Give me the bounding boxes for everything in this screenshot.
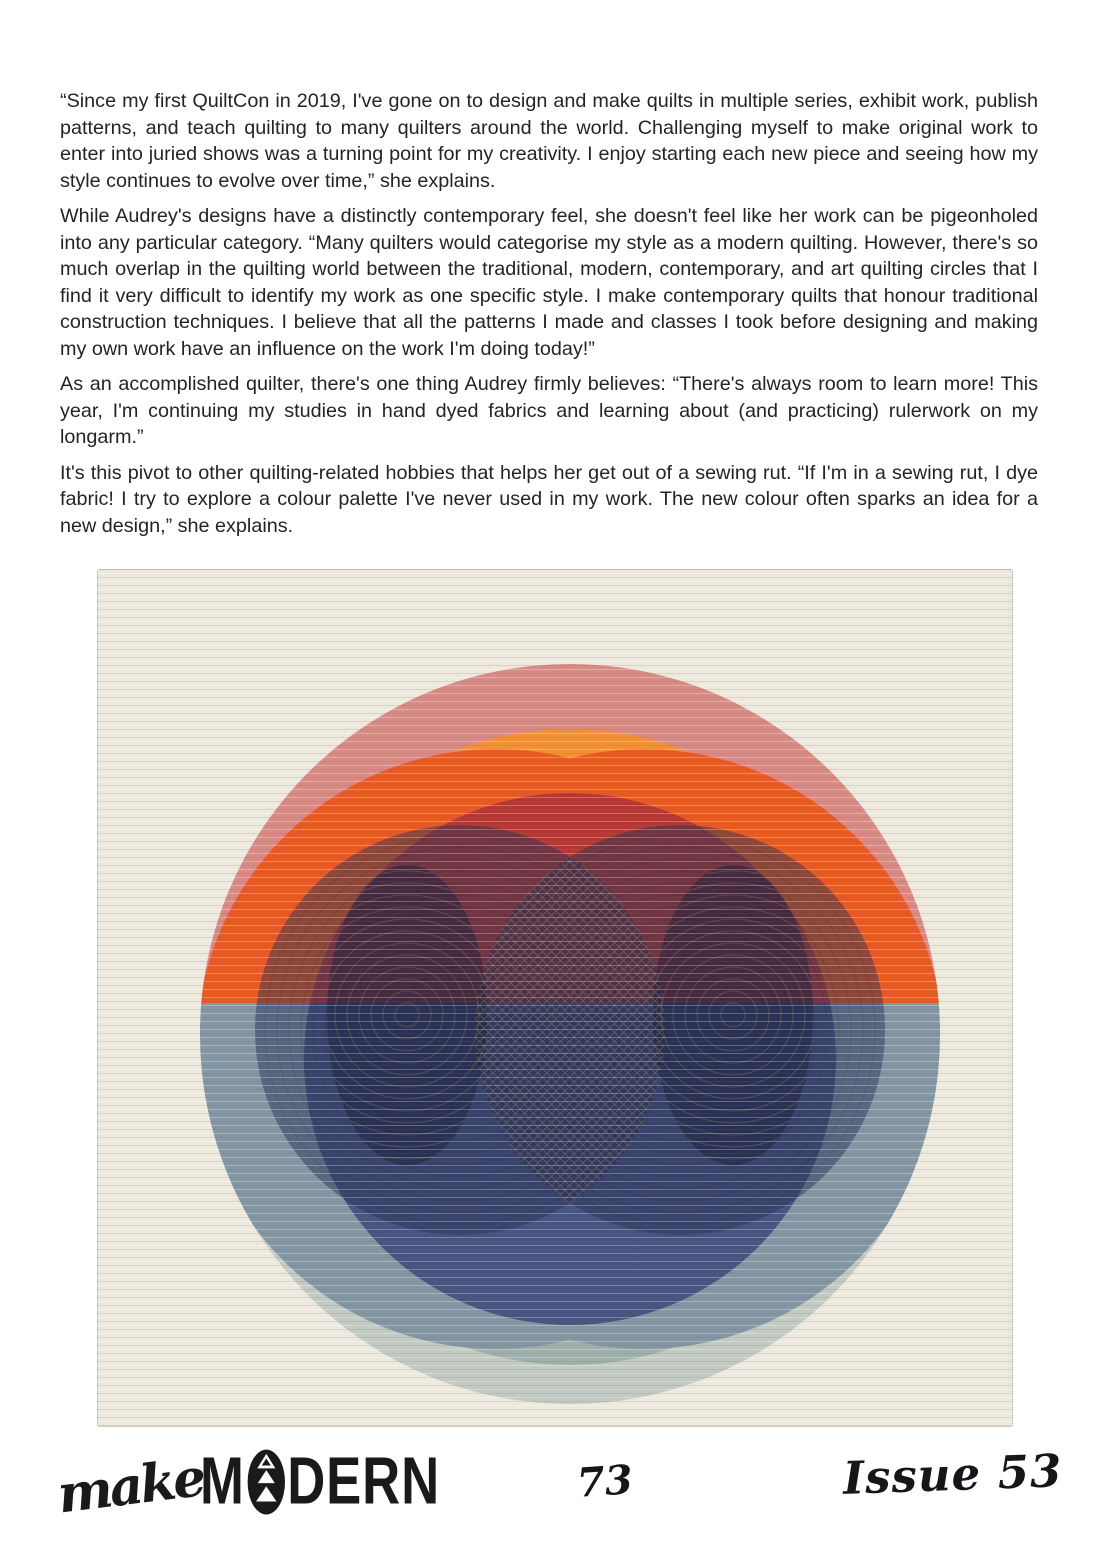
logo-make-script: make (54, 1447, 207, 1526)
logo-modern-dern: DERN (287, 1444, 440, 1519)
quilt-artwork (97, 569, 1013, 1427)
paragraph-4: It's this pivot to other quilting-related hobbies that helps her get out of a sewing rut. “If I'm in a sewing rut, I dye fabric! I try to explore a colour palette I've never used in my work. The new colour often sparks an idea for a new design,” she explains. (60, 461, 1038, 537)
logo-o-triangles-icon (246, 1448, 285, 1515)
logo-modern-m: M (199, 1444, 245, 1519)
paragraph-1: “Since my first QuiltCon in 2019, I've gone on to design and make quilts in multiple series, exhibit work, publish patterns, and teach quilting to many quilters around the world. Challenging myself to make original work to enter into juried shows was a turning point for my creativity. I enjoy starting each new piece and seeing how my style continues to evolve over time,” she explains. (60, 90, 1038, 192)
article-text (60, 88, 1038, 548)
logo-modern-caps (200, 1443, 440, 1520)
issue-label: Issue 53 (841, 1444, 1063, 1505)
page-number: 73 (575, 1456, 635, 1507)
make-modern-logo (54, 1444, 482, 1526)
quilt-photo (97, 569, 1013, 1427)
paragraph-2: While Audrey's designs have a distinctly contemporary feel, she doesn't feel like her work can be pigeonholed into any particular category. “Many quilters would categorise my style as a modern quilting. However, there's so much overlap in the quilting world between the traditional, modern, contemporary, and art quilting circles that I find it very difficult to identify my work as one specific style. I make contemporary quilts that honour traditional construction techniques. I believe that all the patterns I made and classes I took before designing and making my own work have an influence on the work I'm doing today!” (60, 205, 1038, 360)
paragraph-3: As an accomplished quilter, there's one thing Audrey firmly believes: “There's always room to learn more! This year, I'm continuing my studies in hand dyed fabrics and learning about (and practicing) rulerwork on my longarm.” (60, 373, 1038, 448)
